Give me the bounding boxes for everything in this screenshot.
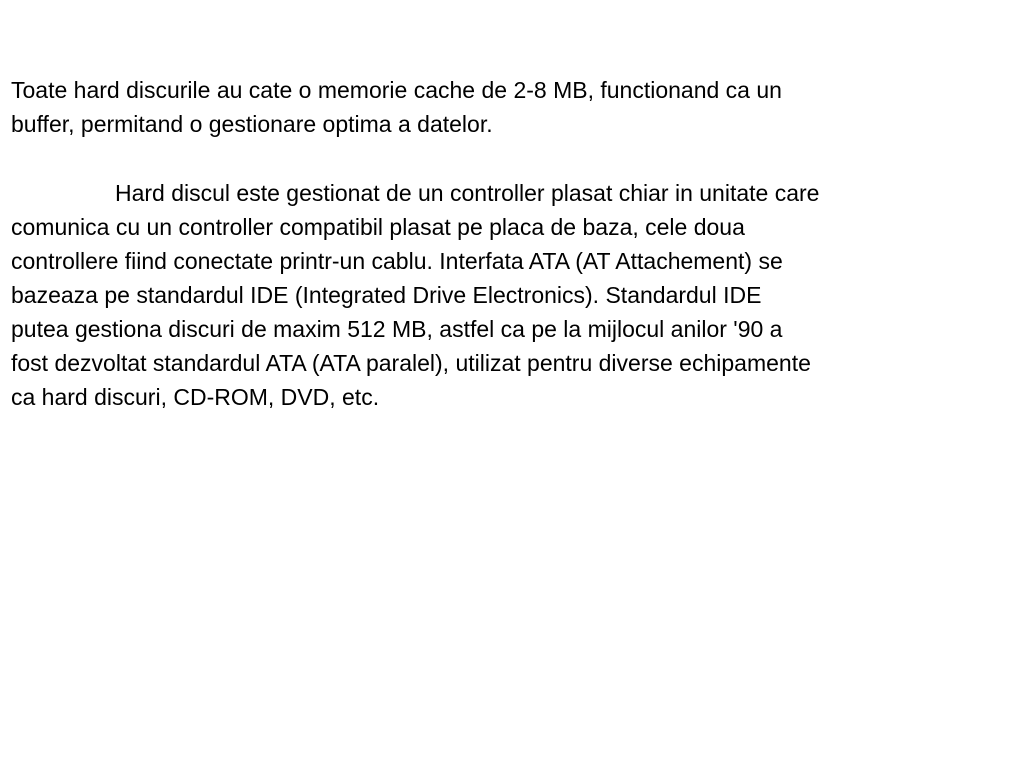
text-line: ca hard discuri, CD-ROM, DVD, etc. <box>11 384 380 410</box>
slide-body-text <box>11 73 1011 414</box>
text-line: comunica cu un controller compatibil plasat pe placa de baza, cele doua <box>11 214 745 240</box>
text-line: bazeaza pe standardul IDE (Integrated Drive Electronics). Standardul IDE <box>11 282 762 308</box>
text-line: fost dezvoltat standardul ATA (ATA paralel), utilizat pentru diverse echipamente <box>11 350 811 376</box>
paragraph-spacer <box>11 141 1011 176</box>
paragraph-cache-memory <box>11 73 1011 141</box>
paragraph-controller-interface <box>11 176 1011 414</box>
text-line-first <box>11 176 1011 210</box>
text-line: putea gestiona discuri de maxim 512 MB, astfel ca pe la mijlocul anilor '90 a <box>11 316 783 342</box>
text-line: Toate hard discurile au cate o memorie cache de 2-8 MB, functionand ca un <box>11 77 782 103</box>
text-line: buffer, permitand o gestionare optima a datelor. <box>11 111 493 137</box>
text-line: controllere fiind conectate printr-un cablu. Interfata ATA (AT Attachement) se <box>11 248 783 274</box>
text-line-content: Hard discul este gestionat de un controller plasat chiar in unitate care <box>115 180 820 206</box>
